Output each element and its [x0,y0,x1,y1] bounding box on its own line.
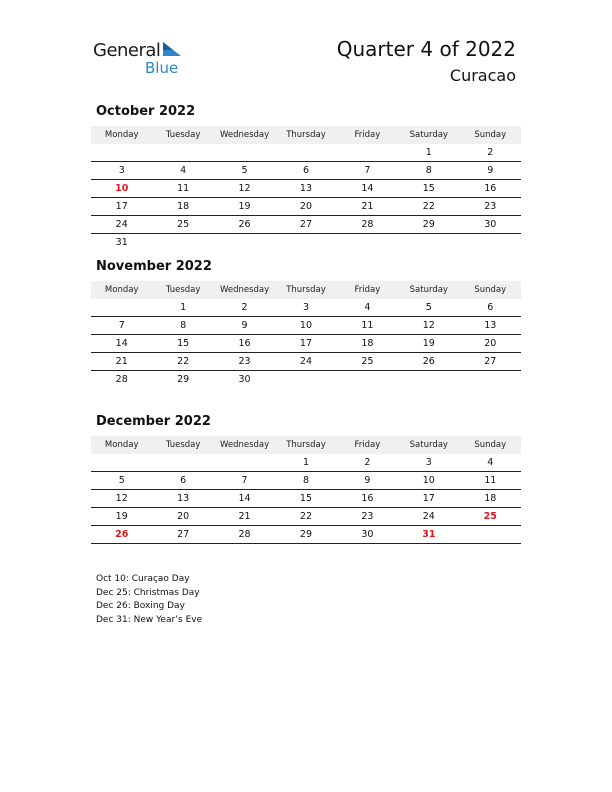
day-cell: 2 [364,457,371,468]
country-name: Curacao [449,66,516,85]
day-cell: 7 [118,320,125,331]
day-cell: 27 [299,219,313,230]
day-cell: 30 [361,529,374,540]
day-cell: 6 [180,475,187,486]
empty-day-cell [91,454,152,471]
empty-day-cell [275,371,336,388]
day-cell: 30 [238,374,251,385]
day-cell: 19 [422,338,435,349]
holiday-notes [96,573,202,627]
page-title: Quarter 4 of 2022 [336,37,516,61]
logo-triangle-icon [161,40,183,58]
week-row [91,317,521,335]
day-cell: 23 [484,201,497,212]
holiday-note: Dec 31: New Year’s Eve [96,614,203,625]
day-cell: 17 [115,201,128,212]
weekday-label: Sunday [474,130,507,140]
day-cell: 8 [302,475,309,486]
weekday-label: Monday [104,440,139,450]
day-cell: 18 [484,493,497,504]
weekday-label: Thursday [286,130,326,140]
weekday-header-row [91,436,521,454]
weekday-label: Thursday [286,440,326,450]
empty-day-cell [337,371,398,388]
day-cell: 24 [299,356,313,367]
empty-day-cell [214,454,275,471]
week-row [91,216,521,234]
day-cell: 25 [361,356,374,367]
month-title: October 2022 [96,104,196,119]
day-cell: 11 [177,183,190,194]
day-cell: 29 [299,529,313,540]
week-row [91,508,521,526]
day-cell: 26 [238,219,251,230]
week-row [91,234,521,251]
day-cell: 7 [364,165,371,176]
empty-day-cell [91,144,152,161]
day-cell: 10 [115,183,129,194]
day-cell: 13 [484,320,497,331]
weekday-label: Saturday [409,440,448,450]
day-cell: 2 [241,302,248,313]
empty-day-cell [460,371,521,388]
generalblue-logo [93,38,193,80]
day-cell: 18 [177,201,190,212]
weekday-label: Tuesday [165,440,201,450]
day-cell: 15 [177,338,190,349]
week-row [91,180,521,198]
weekday-header-row [91,281,521,299]
weekday-label: Friday [354,130,381,140]
day-cell: 14 [238,493,251,504]
day-cell: 14 [115,338,128,349]
weekday-label: Friday [354,440,381,450]
day-cell: 28 [238,529,251,540]
day-cell: 13 [177,493,190,504]
empty-day-cell [214,234,275,251]
day-cell: 18 [361,338,374,349]
day-cell: 11 [361,320,374,331]
logo-blue-text: Blue [145,59,179,77]
day-cell: 21 [238,511,251,522]
day-cell: 23 [238,356,251,367]
week-row [91,299,521,317]
weekday-label: Thursday [286,285,326,295]
day-cell: 19 [238,201,251,212]
day-cell: 29 [177,374,190,385]
day-cell: 21 [361,201,374,212]
day-cell: 14 [361,183,374,194]
day-cell: 25 [177,219,190,230]
day-cell: 22 [299,511,313,522]
weekday-label: Saturday [409,285,448,295]
month-title: December 2022 [96,414,211,429]
day-cell: 31 [115,237,128,248]
day-cell: 20 [299,201,313,212]
week-row [91,454,521,472]
day-cell: 12 [115,493,128,504]
week-row [91,353,521,371]
day-cell: 25 [483,511,497,522]
empty-day-cell [275,234,336,251]
day-cell: 27 [484,356,497,367]
day-cell: 6 [302,165,309,176]
day-cell: 30 [484,219,497,230]
weekday-label: Saturday [409,130,448,140]
empty-day-cell [275,144,336,161]
day-cell: 24 [115,219,128,230]
week-row [91,371,521,388]
day-cell: 20 [484,338,497,349]
weekday-label: Wednesday [219,440,270,450]
day-cell: 16 [361,493,374,504]
empty-day-cell [214,144,275,161]
day-cell: 26 [422,356,435,367]
day-cell: 16 [238,338,251,349]
day-cell: 23 [361,511,374,522]
day-cell: 4 [487,457,494,468]
holiday-note: Oct 10: Curaçao Day [96,574,190,584]
day-cell: 29 [422,219,435,230]
day-cell: 11 [484,475,497,486]
weekday-header-row [91,126,521,144]
week-row [91,490,521,508]
day-cell: 22 [177,356,190,367]
day-cell: 5 [118,475,125,486]
day-cell: 5 [425,302,432,313]
holiday-note: Dec 26: Boxing Day [96,601,185,611]
day-cell: 8 [180,320,187,331]
day-cell: 3 [425,457,432,468]
day-cell: 8 [425,165,432,176]
day-cell: 16 [484,183,497,194]
day-cell: 4 [364,302,371,313]
day-cell: 12 [422,320,435,331]
weekday-label: Wednesday [219,130,270,140]
day-cell: 15 [299,493,313,504]
week-row [91,472,521,490]
day-cell: 4 [180,165,187,176]
weekday-label: Friday [354,285,381,295]
day-cell: 1 [425,147,432,158]
day-cell: 10 [299,320,313,331]
week-row [91,144,521,162]
empty-day-cell [337,144,398,161]
day-cell: 9 [487,165,494,176]
day-cell: 1 [302,457,309,468]
day-cell: 17 [422,493,435,504]
week-row [91,335,521,353]
day-cell: 6 [487,302,494,313]
empty-day-cell [460,526,521,543]
holiday-note: Dec 25: Christmas Day [96,587,200,598]
day-cell: 24 [422,511,435,522]
day-cell: 28 [361,219,374,230]
week-row [91,162,521,180]
day-cell: 3 [302,302,309,313]
day-cell: 20 [177,511,190,522]
empty-day-cell [398,234,459,251]
month-october [91,104,521,251]
empty-day-cell [152,144,213,161]
empty-day-cell [337,234,398,251]
month-title: November 2022 [96,259,212,274]
month-november [91,259,521,388]
week-row [91,198,521,216]
day-cell: 9 [241,320,248,331]
day-cell: 7 [241,475,248,486]
day-cell: 3 [118,165,125,176]
weekday-label: Tuesday [165,130,201,140]
day-cell: 21 [115,356,128,367]
day-cell: 15 [422,183,435,194]
day-cell: 19 [115,511,128,522]
empty-day-cell [398,371,459,388]
day-cell: 28 [115,374,128,385]
day-cell: 31 [422,529,436,540]
day-cell: 17 [299,338,313,349]
day-cell: 12 [238,183,251,194]
day-cell: 9 [364,475,371,486]
empty-day-cell [460,234,521,251]
day-cell: 5 [241,165,248,176]
logo-general-text: General [93,40,161,61]
month-december [91,414,521,544]
weekday-label: Tuesday [165,285,201,295]
empty-day-cell [152,454,213,471]
day-cell: 10 [422,475,435,486]
weekday-label: Sunday [474,285,507,295]
week-row [91,526,521,544]
day-cell: 1 [180,302,187,313]
day-cell: 27 [177,529,190,540]
day-cell: 2 [487,147,494,158]
day-cell: 22 [422,201,435,212]
weekday-label: Monday [104,130,139,140]
empty-day-cell [91,299,152,316]
empty-day-cell [152,234,213,251]
weekday-label: Wednesday [219,285,270,295]
day-cell: 13 [299,183,313,194]
weekday-label: Sunday [474,440,507,450]
day-cell: 26 [115,529,129,540]
weekday-label: Monday [104,285,139,295]
